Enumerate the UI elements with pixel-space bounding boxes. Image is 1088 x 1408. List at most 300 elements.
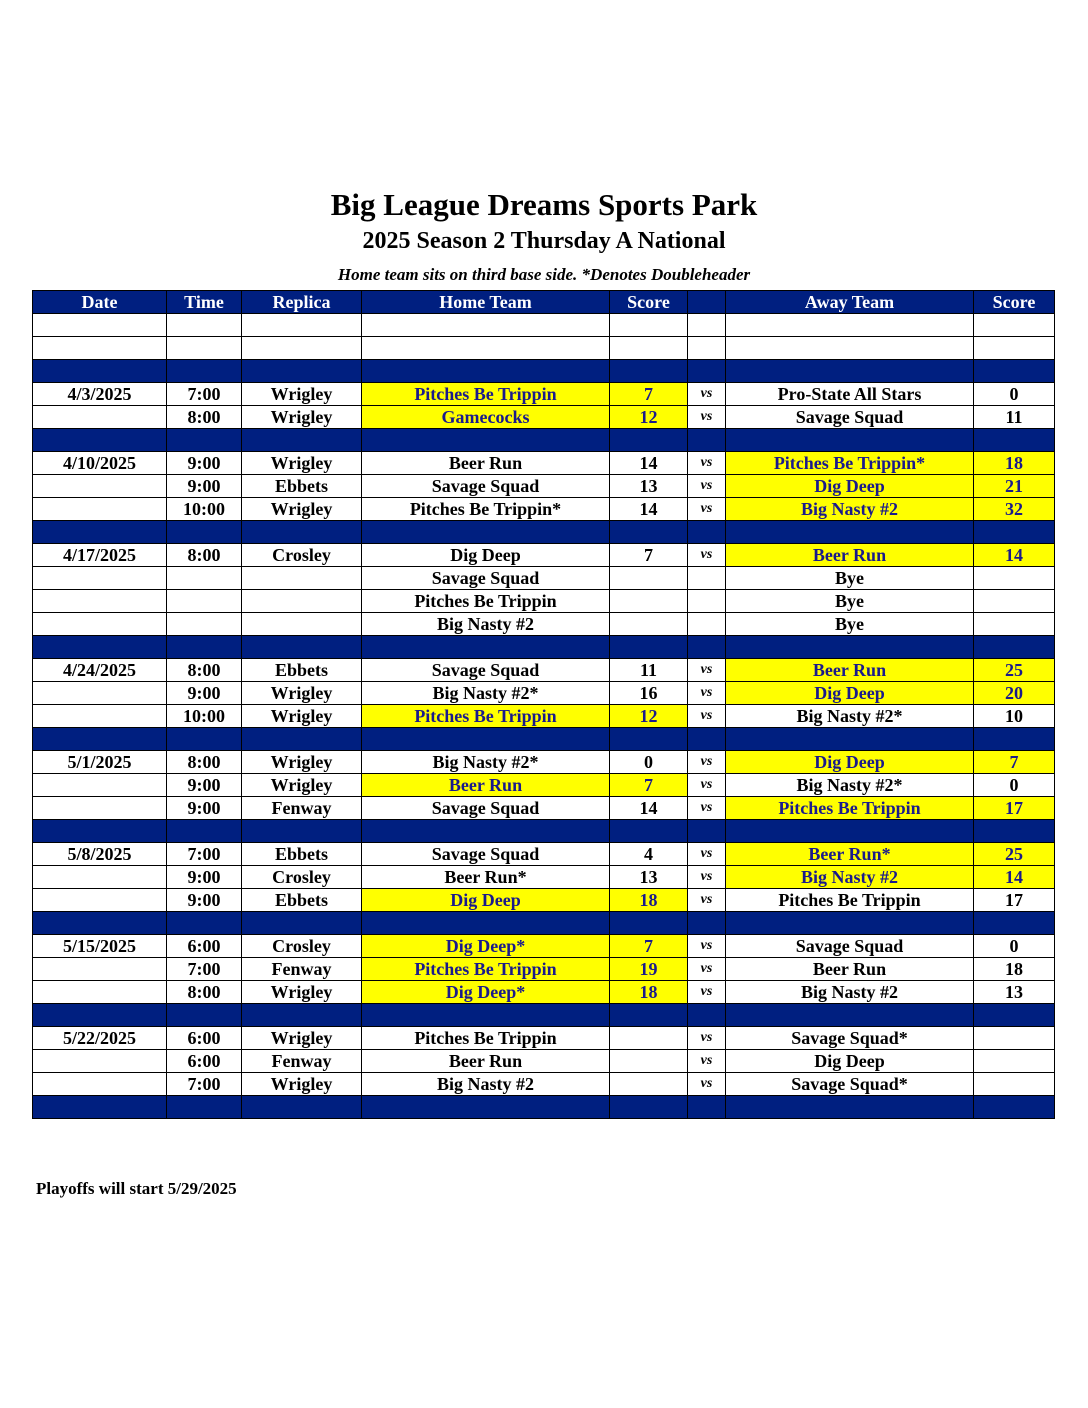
col-date: Date [33,291,167,314]
separator-cell [33,728,167,751]
blank-cell [33,314,167,337]
home-score-cell [610,1050,688,1073]
home-team-cell: Pitches Be Trippin [362,705,610,728]
home-team-cell: Big Nasty #2 [362,1073,610,1096]
away-team-cell: Big Nasty #2* [726,774,974,797]
time-cell: 9:00 [167,866,242,889]
separator-cell [726,429,974,452]
away-score-cell [974,1050,1055,1073]
col-away-score: Score [974,291,1055,314]
blank-cell [688,314,726,337]
separator-cell [974,360,1055,383]
game-row [33,406,1055,429]
replica-cell: Wrigley [242,1073,362,1096]
game-row [33,889,1055,912]
away-team-cell: Bye [726,590,974,613]
away-score-cell [974,590,1055,613]
vs-cell: vs [688,866,726,889]
game-row [33,567,1055,590]
blank-row [33,337,1055,360]
away-team-cell: Big Nasty #2 [726,498,974,521]
away-team-cell: Big Nasty #2* [726,705,974,728]
separator-cell [362,912,610,935]
separator-cell [242,521,362,544]
separator-cell [362,820,610,843]
vs-cell: vs [688,1050,726,1073]
separator-cell [974,912,1055,935]
vs-cell: vs [688,935,726,958]
time-cell: 9:00 [167,774,242,797]
blank-cell [362,314,610,337]
vs-cell: vs [688,705,726,728]
replica-cell: Ebbets [242,889,362,912]
away-score-cell: 17 [974,889,1055,912]
vs-cell: vs [688,682,726,705]
home-team-cell: Savage Squad [362,797,610,820]
away-team-cell: Savage Squad* [726,1073,974,1096]
separator-cell [167,912,242,935]
home-score-cell: 7 [610,935,688,958]
vs-cell [688,613,726,636]
away-team-cell: Beer Run [726,544,974,567]
vs-cell: vs [688,1073,726,1096]
vs-cell: vs [688,751,726,774]
vs-cell: vs [688,1027,726,1050]
away-team-cell: Savage Squad* [726,1027,974,1050]
replica-cell [242,590,362,613]
separator-row [33,820,1055,843]
home-team-cell: Pitches Be Trippin [362,958,610,981]
col-home-score: Score [610,291,688,314]
replica-cell: Fenway [242,797,362,820]
separator-row [33,1096,1055,1119]
home-score-cell: 11 [610,659,688,682]
time-cell: 8:00 [167,659,242,682]
separator-cell [610,429,688,452]
home-score-cell [610,1027,688,1050]
separator-cell [242,429,362,452]
blank-cell [726,337,974,360]
away-score-cell: 0 [974,935,1055,958]
home-score-cell: 4 [610,843,688,866]
home-score-cell: 19 [610,958,688,981]
home-score-cell: 13 [610,866,688,889]
separator-cell [362,636,610,659]
date-cell [33,958,167,981]
separator-cell [688,521,726,544]
col-away-team: Away Team [726,291,974,314]
separator-cell [33,636,167,659]
replica-cell: Wrigley [242,682,362,705]
separator-cell [167,521,242,544]
vs-cell: vs [688,843,726,866]
blank-cell [362,337,610,360]
home-team-cell: Pitches Be Trippin [362,1027,610,1050]
home-team-cell: Savage Squad [362,567,610,590]
separator-cell [242,636,362,659]
separator-cell [362,360,610,383]
separator-row [33,728,1055,751]
replica-cell: Wrigley [242,406,362,429]
time-cell: 8:00 [167,981,242,1004]
blank-cell [242,314,362,337]
col-time: Time [167,291,242,314]
separator-cell [688,728,726,751]
separator-cell [688,1004,726,1027]
separator-cell [974,636,1055,659]
home-team-cell: Savage Squad [362,659,610,682]
date-cell [33,682,167,705]
game-row [33,1027,1055,1050]
replica-cell: Crosley [242,544,362,567]
away-team-cell: Pitches Be Trippin* [726,452,974,475]
separator-cell [167,360,242,383]
home-score-cell [610,613,688,636]
date-cell: 4/3/2025 [33,383,167,406]
separator-cell [167,820,242,843]
replica-cell: Wrigley [242,981,362,1004]
separator-cell [167,429,242,452]
home-team-cell: Big Nasty #2 [362,613,610,636]
game-row [33,797,1055,820]
separator-cell [610,360,688,383]
away-score-cell: 11 [974,406,1055,429]
vs-cell: vs [688,406,726,429]
home-score-cell: 16 [610,682,688,705]
replica-cell: Wrigley [242,383,362,406]
home-score-cell [610,567,688,590]
date-cell [33,774,167,797]
separator-cell [974,1096,1055,1119]
replica-cell: Fenway [242,1050,362,1073]
separator-cell [726,912,974,935]
blank-cell [974,337,1055,360]
replica-cell: Wrigley [242,1027,362,1050]
blank-cell [242,337,362,360]
separator-row [33,521,1055,544]
away-score-cell [974,567,1055,590]
away-score-cell: 20 [974,682,1055,705]
replica-cell: Ebbets [242,843,362,866]
separator-cell [688,636,726,659]
home-score-cell: 7 [610,774,688,797]
separator-cell [33,429,167,452]
time-cell: 7:00 [167,1073,242,1096]
separator-cell [610,521,688,544]
game-row [33,751,1055,774]
time-cell: 7:00 [167,843,242,866]
separator-row [33,360,1055,383]
home-team-cell: Savage Squad [362,843,610,866]
date-cell: 4/10/2025 [33,452,167,475]
away-team-cell: Dig Deep [726,682,974,705]
vs-cell: vs [688,452,726,475]
away-score-cell: 14 [974,866,1055,889]
separator-cell [974,820,1055,843]
time-cell: 9:00 [167,682,242,705]
date-cell [33,1073,167,1096]
separator-cell [242,728,362,751]
vs-cell: vs [688,475,726,498]
separator-row [33,1004,1055,1027]
time-cell: 9:00 [167,889,242,912]
home-score-cell: 18 [610,981,688,1004]
date-cell: 5/22/2025 [33,1027,167,1050]
separator-cell [33,1004,167,1027]
date-cell [33,889,167,912]
separator-cell [726,1096,974,1119]
header-row [33,291,1055,314]
separator-cell [610,912,688,935]
home-team-cell: Beer Run [362,1050,610,1073]
away-team-cell: Pitches Be Trippin [726,889,974,912]
away-score-cell [974,1073,1055,1096]
separator-cell [167,636,242,659]
time-cell: 8:00 [167,751,242,774]
separator-cell [726,1004,974,1027]
col-vs [688,291,726,314]
home-score-cell: 7 [610,383,688,406]
date-cell: 4/24/2025 [33,659,167,682]
vs-cell: vs [688,958,726,981]
away-team-cell: Big Nasty #2 [726,981,974,1004]
blank-cell [688,337,726,360]
separator-row [33,429,1055,452]
schedule-table [32,290,1055,1119]
blank-cell [726,314,974,337]
time-cell: 9:00 [167,452,242,475]
separator-cell [167,728,242,751]
doubleheader-note: Home team sits on third base side. *Denotes Doubleheader [337,265,751,284]
page-subtitle: 2025 Season 2 Thursday A National [362,228,726,254]
away-score-cell: 10 [974,705,1055,728]
time-cell [167,567,242,590]
vs-cell: vs [688,889,726,912]
separator-cell [33,1096,167,1119]
date-cell: 5/1/2025 [33,751,167,774]
page-title: Big League Dreams Sports Park [330,187,758,222]
time-cell [167,613,242,636]
time-cell: 6:00 [167,1050,242,1073]
date-cell: 5/15/2025 [33,935,167,958]
away-score-cell: 0 [974,774,1055,797]
separator-row [33,912,1055,935]
separator-cell [726,360,974,383]
game-row [33,659,1055,682]
vs-cell: vs [688,659,726,682]
home-team-cell: Pitches Be Trippin* [362,498,610,521]
col-home-team: Home Team [362,291,610,314]
separator-cell [688,360,726,383]
game-row [33,705,1055,728]
game-row [33,682,1055,705]
replica-cell: Wrigley [242,751,362,774]
home-team-cell: Beer Run* [362,866,610,889]
home-team-cell: Savage Squad [362,475,610,498]
away-score-cell: 21 [974,475,1055,498]
home-team-cell: Pitches Be Trippin [362,383,610,406]
replica-cell: Crosley [242,866,362,889]
separator-cell [33,360,167,383]
away-score-cell: 25 [974,659,1055,682]
away-score-cell: 17 [974,797,1055,820]
home-team-cell: Big Nasty #2* [362,751,610,774]
vs-cell: vs [688,544,726,567]
separator-cell [610,820,688,843]
playoffs-note: Playoffs will start 5/29/2025 [36,1179,237,1198]
vs-cell: vs [688,498,726,521]
replica-cell: Crosley [242,935,362,958]
away-team-cell: Savage Squad [726,935,974,958]
game-row [33,935,1055,958]
away-score-cell [974,613,1055,636]
separator-cell [726,636,974,659]
away-score-cell: 7 [974,751,1055,774]
home-team-cell: Dig Deep [362,889,610,912]
separator-cell [688,429,726,452]
time-cell: 7:00 [167,383,242,406]
replica-cell: Fenway [242,958,362,981]
away-team-cell: Dig Deep [726,751,974,774]
away-team-cell: Pitches Be Trippin [726,797,974,820]
game-row [33,866,1055,889]
blank-cell [167,337,242,360]
blank-cell [33,337,167,360]
game-row [33,613,1055,636]
home-team-cell: Big Nasty #2* [362,682,610,705]
separator-cell [610,1096,688,1119]
game-row [33,774,1055,797]
separator-cell [726,728,974,751]
separator-cell [610,1004,688,1027]
game-row [33,981,1055,1004]
separator-cell [688,1096,726,1119]
away-team-cell: Beer Run* [726,843,974,866]
time-cell: 6:00 [167,935,242,958]
date-cell [33,567,167,590]
away-team-cell: Beer Run [726,659,974,682]
away-team-cell: Dig Deep [726,475,974,498]
blank-row [33,314,1055,337]
date-cell [33,1050,167,1073]
away-score-cell: 18 [974,452,1055,475]
blank-cell [610,314,688,337]
away-score-cell: 32 [974,498,1055,521]
separator-cell [242,360,362,383]
away-team-cell: Dig Deep [726,1050,974,1073]
game-row [33,590,1055,613]
replica-cell: Ebbets [242,475,362,498]
separator-cell [242,1096,362,1119]
home-score-cell: 18 [610,889,688,912]
replica-cell [242,567,362,590]
separator-cell [33,912,167,935]
separator-cell [688,912,726,935]
separator-cell [974,521,1055,544]
game-row [33,452,1055,475]
separator-cell [362,429,610,452]
separator-cell [167,1096,242,1119]
date-cell [33,866,167,889]
blank-cell [974,314,1055,337]
replica-cell: Wrigley [242,705,362,728]
game-row [33,1050,1055,1073]
home-score-cell: 14 [610,452,688,475]
date-cell [33,797,167,820]
vs-cell [688,590,726,613]
time-cell: 6:00 [167,1027,242,1050]
away-team-cell: Beer Run [726,958,974,981]
separator-cell [362,728,610,751]
date-cell [33,406,167,429]
away-score-cell: 0 [974,383,1055,406]
separator-row [33,636,1055,659]
home-score-cell [610,1073,688,1096]
game-row [33,475,1055,498]
time-cell: 8:00 [167,406,242,429]
time-cell: 9:00 [167,797,242,820]
home-score-cell: 7 [610,544,688,567]
separator-cell [362,521,610,544]
separator-cell [726,820,974,843]
replica-cell: Ebbets [242,659,362,682]
blank-cell [167,314,242,337]
home-score-cell: 14 [610,797,688,820]
date-cell [33,590,167,613]
home-team-cell: Dig Deep* [362,981,610,1004]
separator-cell [726,521,974,544]
date-cell [33,705,167,728]
separator-cell [362,1096,610,1119]
date-cell [33,981,167,1004]
away-score-cell: 18 [974,958,1055,981]
time-cell [167,590,242,613]
replica-cell: Wrigley [242,774,362,797]
vs-cell: vs [688,981,726,1004]
separator-cell [688,820,726,843]
date-cell: 5/8/2025 [33,843,167,866]
game-row [33,544,1055,567]
time-cell: 7:00 [167,958,242,981]
separator-cell [33,521,167,544]
away-team-cell: Savage Squad [726,406,974,429]
home-team-cell: Beer Run [362,452,610,475]
separator-cell [974,429,1055,452]
away-score-cell: 13 [974,981,1055,1004]
time-cell: 10:00 [167,498,242,521]
away-team-cell: Bye [726,567,974,590]
home-team-cell: Dig Deep* [362,935,610,958]
home-team-cell: Pitches Be Trippin [362,590,610,613]
separator-cell [974,1004,1055,1027]
separator-cell [167,1004,242,1027]
vs-cell: vs [688,797,726,820]
game-row [33,1073,1055,1096]
separator-cell [242,820,362,843]
separator-cell [33,820,167,843]
vs-cell [688,567,726,590]
time-cell: 10:00 [167,705,242,728]
separator-cell [610,636,688,659]
away-score-cell: 14 [974,544,1055,567]
away-team-cell: Big Nasty #2 [726,866,974,889]
blank-cell [610,337,688,360]
replica-cell [242,613,362,636]
vs-cell: vs [688,774,726,797]
vs-cell: vs [688,383,726,406]
away-team-cell: Bye [726,613,974,636]
separator-cell [610,728,688,751]
